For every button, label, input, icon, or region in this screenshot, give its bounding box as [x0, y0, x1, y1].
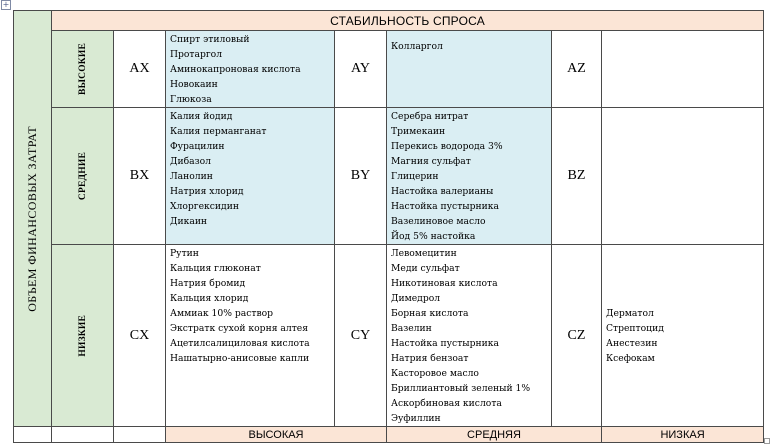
code-cx: CX: [114, 245, 166, 427]
axis-label-cell: [14, 11, 52, 427]
level-high-cell: [52, 31, 114, 108]
code-bz: BZ: [552, 108, 602, 245]
list-item: Меди сульфат: [391, 263, 460, 274]
code-az: AZ: [552, 31, 602, 108]
level-low-label: НИЗКИЕ: [77, 314, 88, 357]
list-item: Калия йодид: [170, 111, 233, 122]
list-item: Натрия бензоат: [391, 353, 469, 364]
list-item: Рутин: [170, 248, 199, 259]
list-item: Настойка валерианы: [391, 186, 494, 197]
list-item: Дерматол: [606, 308, 654, 319]
list-bz: [602, 108, 764, 245]
list-item: Вазелиновое масло: [391, 216, 486, 227]
list-item: Настойка пустырника: [391, 338, 499, 349]
list-item: Протаргол: [170, 49, 223, 60]
list-item: Касторовое масло: [391, 368, 479, 379]
list-item: Спирт этиловый: [170, 34, 250, 45]
footer-blank-2: [52, 427, 114, 443]
list-item: Вазелин: [391, 323, 432, 334]
list-item: Никотиновая кислота: [391, 278, 498, 289]
list-item: Левомецитин: [391, 248, 457, 259]
footer-low: НИЗКАЯ: [602, 427, 764, 443]
list-item: Борная кислота: [391, 308, 469, 319]
code-cy: CY: [335, 245, 387, 427]
list-item: Магния сульфат: [391, 156, 471, 167]
list-item: Анестезин: [606, 338, 658, 349]
footer-high: ВЫСОКАЯ: [166, 427, 387, 443]
list-cy: [387, 245, 552, 427]
list-item: Калия перманганат: [170, 126, 267, 137]
list-item: Перекись водорода 3%: [391, 141, 503, 152]
list-item: Глицерин: [391, 171, 439, 182]
list-by: [387, 108, 552, 245]
list-item: Ксефокам: [606, 353, 655, 364]
list-item: Серебра нитрат: [391, 111, 469, 122]
list-item: Аминокапроновая кислота: [170, 64, 301, 75]
list-item: Кальция хлорид: [170, 293, 249, 304]
list-item: Глюкоза: [170, 94, 212, 105]
list-item: Настойка пустырника: [391, 201, 499, 212]
list-item: Колларгол: [391, 41, 443, 52]
code-by: BY: [335, 108, 387, 245]
list-item: Йод 5% настойка: [391, 231, 476, 242]
abc-xyz-matrix: [13, 10, 764, 443]
list-cx: [166, 245, 335, 427]
list-item: Аскорбиновая кислота: [391, 398, 502, 409]
list-cz: [602, 245, 764, 427]
code-cz: CZ: [552, 245, 602, 427]
list-ay: [387, 31, 552, 108]
list-item: Димедрол: [391, 293, 441, 304]
code-ay: AY: [335, 31, 387, 108]
list-item: Бриллиантовый зеленый 1%: [391, 383, 531, 394]
header-title: СТАБИЛЬНОСТЬ СПРОСА: [52, 11, 764, 31]
table-anchor-icon[interactable]: +: [2, 0, 10, 9]
list-item: Тримекаин: [391, 126, 446, 137]
list-item: Дибазол: [170, 156, 211, 167]
list-item: Натрия бромид: [170, 278, 246, 289]
axis-label: ОБЪЕМ ФИНАНСОВЫХ ЗАТРАТ: [25, 125, 39, 312]
list-item: Экстратк сухой корня алтея: [170, 323, 309, 334]
list-item: Аммиак 10% раствор: [170, 308, 274, 319]
code-ax: AX: [114, 31, 166, 108]
list-ax: [166, 31, 335, 108]
list-item: Хлоргексидин: [170, 201, 239, 212]
list-item: Нашатырно-анисовые капли: [170, 353, 310, 364]
list-item: Дикаин: [170, 216, 208, 227]
resize-handle-icon[interactable]: [764, 438, 770, 444]
level-low-cell: [52, 245, 114, 427]
list-item: Новокаин: [170, 79, 218, 90]
footer-mid: СРЕДНЯЯ: [387, 427, 602, 443]
list-item: Ланолин: [170, 171, 213, 182]
level-mid-label: СРЕДНИЕ: [77, 151, 88, 201]
code-bx: BX: [114, 108, 166, 245]
list-item: Фурацилин: [170, 141, 225, 152]
list-item: Эуфиллин: [391, 413, 441, 424]
list-item: Стрептоцид: [606, 323, 664, 334]
level-high-label: ВЫСОКИЕ: [77, 43, 88, 95]
list-item: Кальция глюконат: [170, 263, 261, 274]
footer-blank-1: [14, 427, 52, 443]
footer-blank-3: [114, 427, 166, 443]
list-bx: [166, 108, 335, 245]
list-az: [602, 31, 764, 108]
list-item: Натрия хлорид: [170, 186, 244, 197]
level-mid-cell: [52, 108, 114, 245]
list-item: Ацетилсалициловая кислота: [170, 338, 310, 349]
